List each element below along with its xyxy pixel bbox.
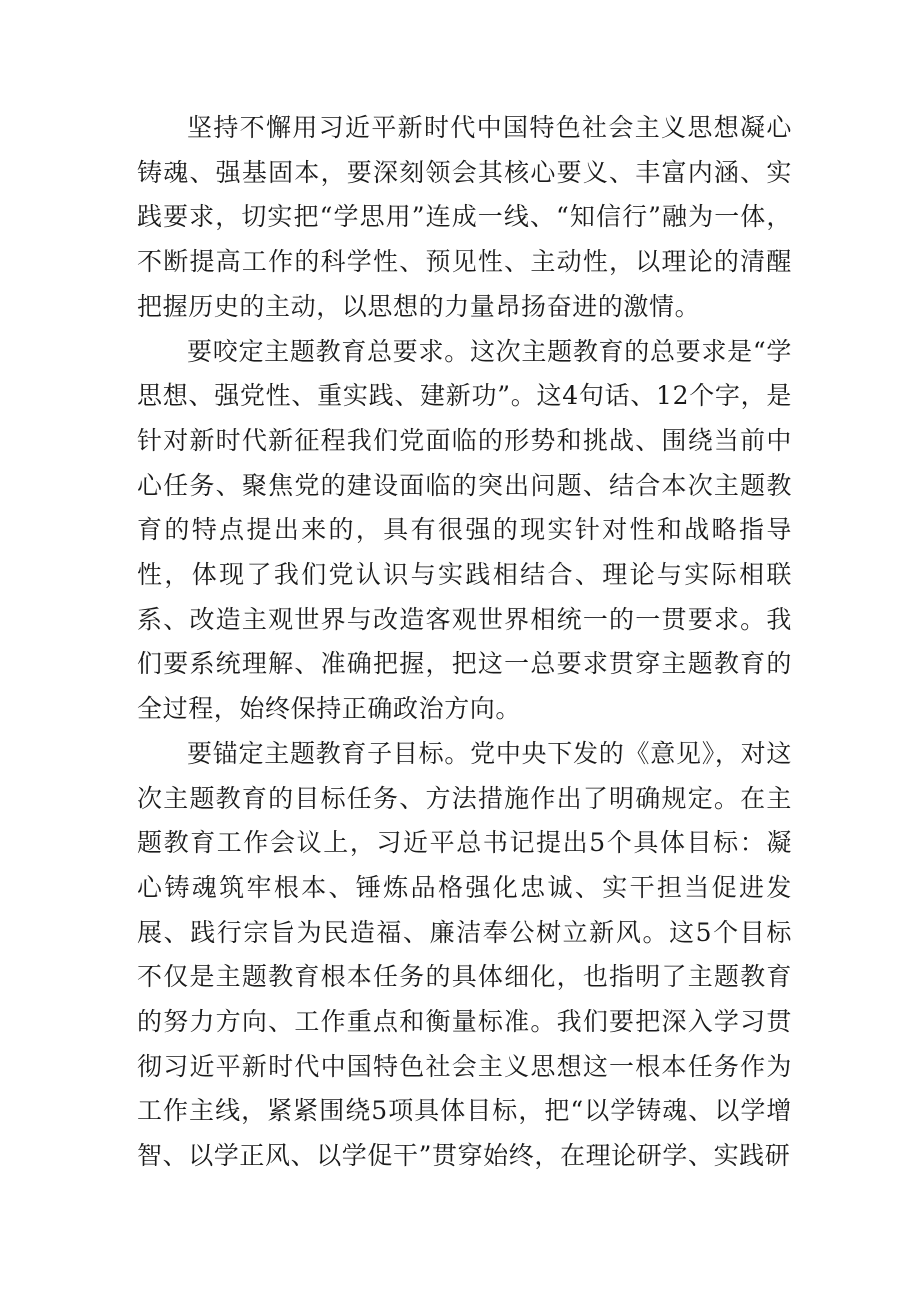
document-body [137,106,792,1179]
paragraph-3: 要锚定主题教育子目标。党中央下发的《意见》，对这次主题教育的目标任务、方法措施作出了明确规定。在主题教育工作会议上，习近平总书记提出5个具体目标：凝心铸魂筑牢根本、锤炼品格强化忠诚、实干担当促进发展、践行宗旨为民造福、廉洁奉公树立新风。这5个目标不仅是主题教育根本任务的具体细化，也指明了主题教育的努力方向、工作重点和衡量标准。我们要把深入学习贯彻习近平新时代中国特色社会主义思想这一根本任务作为工作主线，紧紧围绕5项具体目标，把“以学铸魂、以学增智、以学正风、以学促干”贯穿始终，在理论研学、实践研 [137,738,792,1171]
paragraph-2: 要咬定主题教育总要求。这次主题教育的总要求是“学思想、强党性、重实践、建新功”。这4句话、12个字，是针对新时代新征程我们党面临的形势和挑战、围绕当前中心任务、聚焦党的建设面临的突出问题、结合本次主题教育的特点提出来的，具有很强的现实针对性和战略指导性，体现了我们党认识与实践相结合、理论与实际相联系、改造主观世界与改造客观世界相统一的一贯要求。我们要系统理解、准确把握，把这一总要求贯穿主题教育的全过程，始终保持正确政治方向。 [137,336,792,724]
paragraph-1: 坚持不懈用习近平新时代中国特色社会主义思想凝心铸魂、强基固本，要深刻领会其核心要义、丰富内涵、实践要求，切实把“学思用”连成一线、“知信行”融为一体，不断提高工作的科学性、预见性、主动性，以理论的清醒把握历史的主动，以思想的力量昂扬奋进的激情。 [137,113,792,321]
